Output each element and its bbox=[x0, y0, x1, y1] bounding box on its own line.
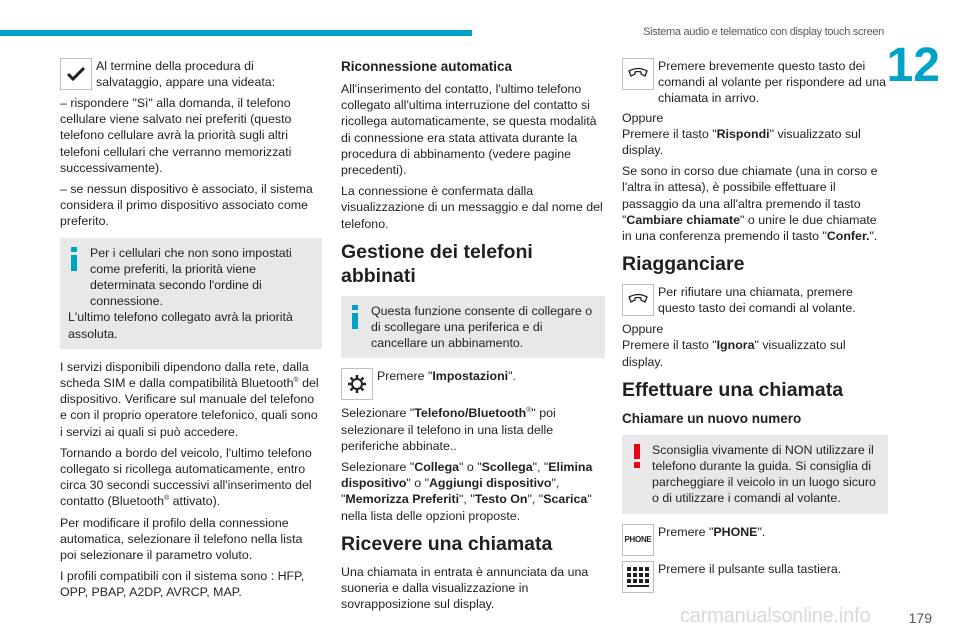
paragraph: Premere il tasto "Ignora" visualizzato sul display. bbox=[622, 338, 846, 369]
text: Oppure bbox=[622, 110, 664, 125]
info-note bbox=[60, 238, 322, 349]
page-number: 179 bbox=[908, 610, 932, 626]
text: Oppure bbox=[622, 322, 664, 337]
paragraph: I servizi disponibili dipendono dalla rete, dalla scheda SIM e dalla compatibilità Bluetooth® del dispositivo. Verificare sul manuale del telefono e con il proprio operatore telefonico, quali sono i servizi ai quali si può accedere. bbox=[60, 359, 319, 439]
paragraph: Una chiamata in entrata è annunciata da una suoneria e dalla visualizzazione in sovrapposizione sul display. bbox=[341, 564, 589, 612]
warning-text: Sconsiglia vivamente di NON utilizzare il telefono durante la guida. Si consiglia di parcheggiare il veicolo in un luogo sicuro o di utilizzare i comandi al volante. bbox=[652, 442, 876, 506]
paragraph: Selezionare "Collega" o "Scollega", "Elimina dispositivo" o "Aggiungi dispositivo", "Memorizza Preferiti", "Testo On", "Scarica" nella lista delle opzioni proposte. bbox=[341, 460, 593, 523]
paragraph: – se nessun dispositivo è associato, il sistema considera il primo dispositivo associato come preferito. bbox=[60, 182, 313, 229]
heading-reconnect: Riconnessione automatica bbox=[341, 59, 513, 74]
watermark: carmanualsonline.info bbox=[680, 605, 871, 627]
phone-handset-icon bbox=[622, 58, 654, 90]
save-confirm-block bbox=[60, 58, 322, 92]
keypad-icon bbox=[622, 561, 654, 593]
phone-step: PHONE Premere "PHONE". bbox=[622, 524, 888, 558]
chapter-number: 12 bbox=[886, 39, 940, 92]
heading-new-number: Chiamare un nuovo numero bbox=[622, 410, 802, 426]
running-title: Sistema audio e telematico con display touch screen bbox=[643, 26, 884, 38]
column-1 bbox=[60, 58, 322, 606]
note-text: Questa funzione consente di collegare o di scollegare una periferica e di cancellare un abbinamento. bbox=[371, 303, 593, 351]
column-2 bbox=[341, 58, 605, 617]
paragraph: I profili compatibili con il sistema sono : HFP, OPP, PBAP, A2DP, AVRCP, MAP. bbox=[60, 569, 305, 600]
gear-icon bbox=[341, 368, 373, 400]
paragraph: Premere il tasto "Rispondi" visualizzato sul display. bbox=[622, 126, 861, 158]
note-text: Per i cellulari che non sono impostati come preferiti, la priorità viene determinata secondo l'ordine di connessione. bbox=[90, 245, 292, 309]
info-icon bbox=[68, 247, 82, 271]
heading-receive-call: Ricevere una chiamata bbox=[341, 532, 553, 555]
note-text: L'ultimo telefono collegato avrà la priorità assoluta. bbox=[68, 310, 293, 341]
phone-handset-icon bbox=[622, 284, 654, 316]
info-icon bbox=[349, 305, 363, 329]
paragraph: La connessione è confermata dalla visualizzazione di un messaggio e dal nome del telefono. bbox=[341, 184, 603, 231]
header-accent-bar bbox=[0, 30, 472, 36]
paragraph: Tornando a bordo del veicolo, l'ultimo telefono collegato si ricollega automaticamente, entro circa 30 secondi successivi all'inserimento del contatto (Bluetooth® attivato). bbox=[60, 445, 312, 509]
text: Al termine della procedura di salvataggio, appare una videata: bbox=[96, 59, 276, 90]
paragraph: Per modificare il profilo della connessione automatica, selezionare il telefono nella lista poi selezionare il parametro voluto. bbox=[60, 515, 303, 563]
heading-hang-up: Riagganciare bbox=[622, 253, 745, 276]
heading-make-call: Effettuare una chiamata bbox=[622, 378, 844, 401]
keypad-step: Premere il pulsante sulla tastiera. bbox=[622, 561, 888, 595]
paragraph: – rispondere "Sì" alla domanda, il telefono cellulare viene salvato nei preferiti (questo telefono cellulare avrà la priorità sugli altri telefoni cellulari che verranno memorizzati successivamente). bbox=[60, 96, 292, 175]
check-icon bbox=[60, 58, 92, 90]
heading-manage-phones: Gestione dei telefoni abbinati bbox=[341, 240, 533, 287]
column-3 bbox=[622, 58, 888, 598]
paragraph: Se sono in corso due chiamate (una in corso e l'altra in attesa), è possibile effettuare il passaggio da una all'altra premendo il tasto "Cambiare chiamate" o unire le due chiamate in una conferenza premendo il tasto "Confer.". bbox=[622, 164, 878, 244]
warning-icon bbox=[630, 444, 644, 468]
paragraph: All'inserimento del contatto, l'ultimo telefono collegato all'ultima interruzione del contatto si ricollega automaticamente, se questa modalità di connessione era stata attivata durante la procedura di abbinamento (vedere pagine precedenti). bbox=[341, 82, 597, 178]
settings-step: Premere "Impostazioni". bbox=[341, 368, 605, 402]
reject-step: Per rifiutare una chiamata, premere questo tasto dei comandi al volante. bbox=[622, 284, 888, 318]
answer-step: Premere brevemente questo tasto dei comandi al volante per rispondere ad una chiamata in arrivo. bbox=[622, 58, 888, 107]
info-note bbox=[341, 296, 605, 359]
paragraph: Selezionare "Telefono/Bluetooth®" poi selezionare il telefono in una lista delle periferiche abbinate.. bbox=[341, 406, 556, 453]
warning-note bbox=[622, 435, 888, 514]
phone-button-icon: PHONE bbox=[622, 524, 654, 556]
